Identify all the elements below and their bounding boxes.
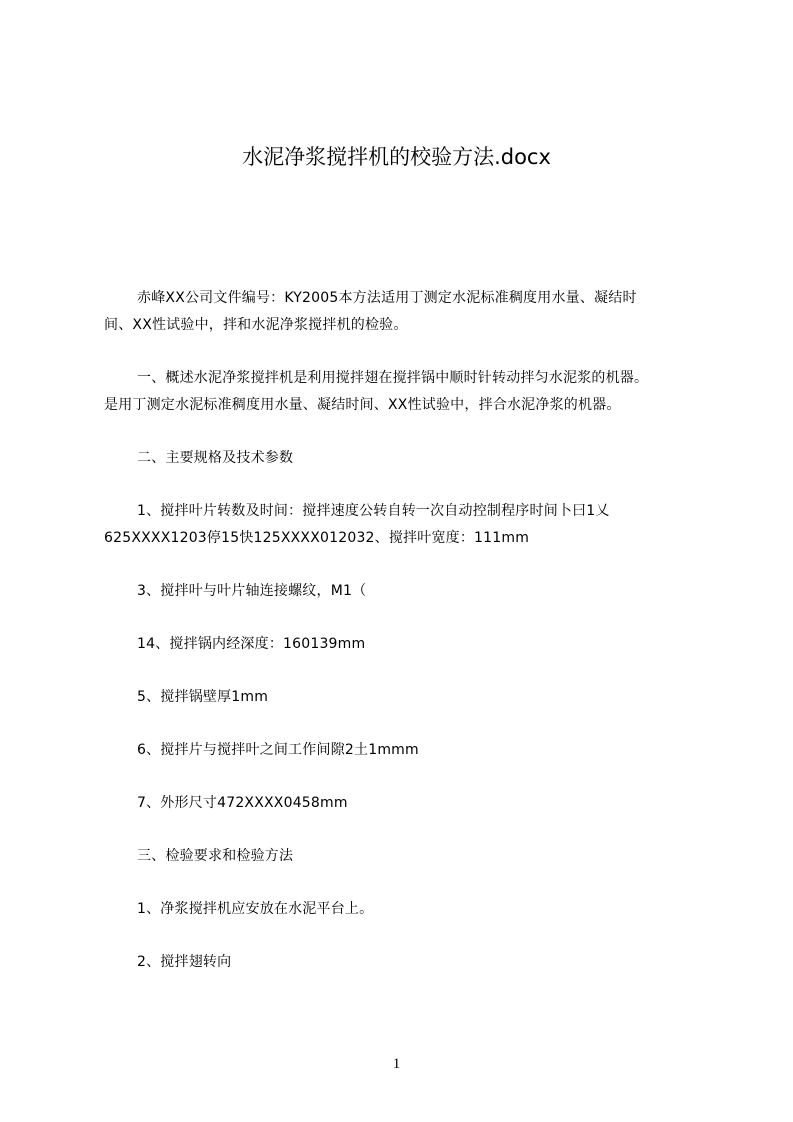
paragraph-spec-14: 14、搅拌锅内经深度：160139mm bbox=[137, 636, 366, 652]
section-heading-inspection: 三、检验要求和检验方法 bbox=[137, 848, 294, 864]
paragraph-inspection-2: 2、搅拌翅转向 bbox=[137, 954, 232, 970]
paragraph-spec-3: 3、搅拌叶与叶片轴连接螺纹，M1（ bbox=[137, 583, 367, 599]
paragraph-intro-line-2: 间、XX性试验中，拌和水泥净浆搅拌机的检验。 bbox=[104, 317, 408, 333]
paragraph-inspection-1: 1、净浆搅拌机应安放在水泥平台上。 bbox=[137, 901, 374, 917]
paragraph-spec-5: 5、搅拌锅壁厚1mm bbox=[137, 689, 269, 705]
document-body bbox=[104, 285, 704, 976]
section-heading-specs: 二、主要规格及技术参数 bbox=[137, 450, 294, 466]
paragraph-intro-line-1: 赤峰XX公司文件编号：KY2005本方法适用丁测定水泥标准稠度用水量、凝结时 bbox=[137, 290, 637, 306]
paragraph-spec-1-line-1: 1、搅拌叶片转数及时间：搅拌速度公转自转一次自动控制程序时间卜曰1乂 bbox=[137, 503, 610, 519]
paragraph-overview-line-2: 是用丁测定水泥标准稠度用水量、凝结时间、XX性试验中，拌合水泥净浆的机器。 bbox=[104, 397, 621, 413]
page-number: 1 bbox=[392, 1056, 401, 1072]
paragraph-spec-7: 7、外形尺寸472XXXX0458mm bbox=[137, 795, 348, 811]
paragraph-spec-6: 6、搅拌片与搅拌叶之间工作间隙2土1mmm bbox=[137, 742, 419, 758]
paragraph-overview-line-1: 一、概述水泥净浆搅拌机是利用搅拌翅在搅拌锅中顺时针转动拌匀水泥浆的机器。 bbox=[137, 370, 649, 386]
paragraph-spec-1-line-2: 625XXXX1203停15快125XXXX012032、搅拌叶宽度：111mm bbox=[104, 530, 530, 546]
document-title: 水泥净浆搅拌机的校验方法.docx bbox=[242, 145, 551, 169]
